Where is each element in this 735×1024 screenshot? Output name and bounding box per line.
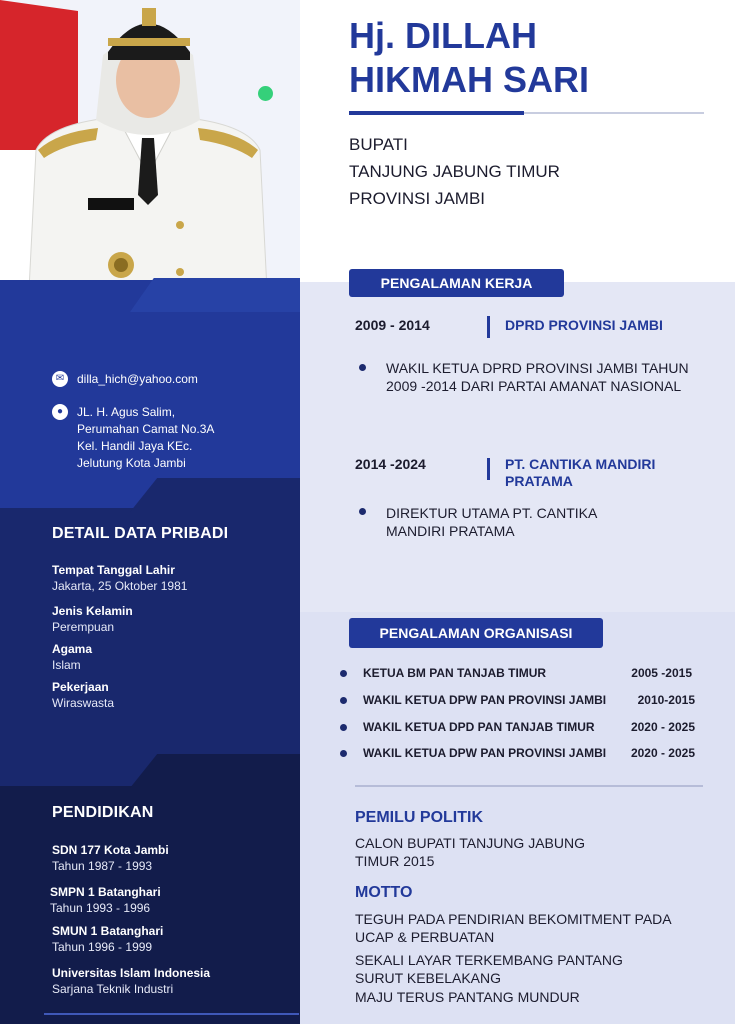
profile-name: Hj. DILLAH HIKMAH SARI bbox=[349, 15, 589, 100]
divider bbox=[355, 785, 703, 787]
school-name: SMPN 1 Batanghari bbox=[50, 885, 161, 899]
school-years: Sarjana Teknik Industri bbox=[52, 982, 174, 996]
bullet-icon bbox=[359, 508, 366, 515]
bullet-icon bbox=[340, 750, 347, 757]
motto-line: MAJU TERUS PANTANG MUNDUR bbox=[355, 989, 580, 1005]
organization-role: WAKIL KETUA DPW PAN PROVINSI JAMBI bbox=[363, 746, 607, 760]
school-name: SDN 177 Kota Jambi bbox=[52, 843, 169, 857]
motto-line: SEKALI LAYAR TERKEMBANG PANTANG SURUT KEBELAKANG bbox=[355, 952, 623, 986]
personal-item bbox=[52, 641, 92, 673]
personal-label: Jenis Kelamin bbox=[52, 604, 133, 618]
organization-role: KETUA BM PAN TANJAB TIMUR bbox=[363, 666, 547, 680]
school-years: Tahun 1996 - 1999 bbox=[52, 940, 153, 954]
education-section-title: PENDIDIKAN bbox=[52, 804, 154, 821]
email-text: dilla_hich@yahoo.com bbox=[77, 372, 198, 386]
profile-photo bbox=[0, 0, 300, 310]
job-divider bbox=[487, 458, 490, 480]
personal-value: Jakarta, 25 Oktober 1981 bbox=[52, 579, 188, 593]
personal-label: Agama bbox=[52, 642, 93, 656]
personal-value: Islam bbox=[52, 658, 81, 672]
organization-item bbox=[340, 746, 700, 764]
personal-section-title: DETAIL DATA PRIBADI bbox=[52, 525, 229, 542]
bullet-icon bbox=[340, 724, 347, 731]
personal-item bbox=[52, 562, 187, 594]
name-underline-thin bbox=[524, 112, 704, 114]
education-item bbox=[52, 842, 169, 874]
election-text: CALON BUPATI TANJUNG JABUNG TIMUR 2015 bbox=[355, 835, 585, 869]
organization-item bbox=[340, 693, 700, 711]
job-description: DIREKTUR UTAMA PT. CANTIKA MANDIRI PRATAMA bbox=[386, 505, 597, 539]
role-line: BUPATI bbox=[349, 135, 408, 154]
name-underline bbox=[349, 111, 524, 115]
organization-item bbox=[340, 666, 700, 684]
job-period: 2014 -2024 bbox=[355, 456, 426, 472]
organization-role: WAKIL KETUA DPD PAN TANJAB TIMUR bbox=[363, 720, 595, 734]
green-dot-decoration bbox=[258, 86, 273, 101]
bullet-icon bbox=[340, 697, 347, 704]
organization-years: 2005 -2015 bbox=[631, 666, 692, 680]
personal-panel bbox=[0, 508, 300, 788]
organization-section-title: PENGALAMAN ORGANISASI bbox=[349, 618, 603, 648]
education-item bbox=[52, 965, 210, 997]
job-divider bbox=[487, 316, 490, 338]
organization-item bbox=[340, 720, 700, 738]
organization-role: WAKIL KETUA DPW PAN PROVINSI JAMBI bbox=[363, 693, 607, 707]
job-description: WAKIL KETUA DPRD PROVINSI JAMBI TAHUN 2009 -2014 DARI PARTAI AMANAT NASIONAL bbox=[386, 360, 689, 394]
personal-item bbox=[52, 603, 133, 635]
job-organization: DPRD PROVINSI JAMBI bbox=[505, 317, 663, 333]
school-name: SMUN 1 Batanghari bbox=[52, 924, 164, 938]
school-name: Universitas Islam Indonesia bbox=[52, 966, 211, 980]
work-section-title: PENGALAMAN KERJA bbox=[349, 269, 564, 297]
organization-years: 2020 - 2025 bbox=[630, 720, 695, 734]
bullet-icon bbox=[359, 364, 366, 371]
divider bbox=[44, 1013, 299, 1015]
personal-item bbox=[52, 679, 114, 711]
personal-label: Pekerjaan bbox=[52, 680, 109, 694]
panel-tab-decoration bbox=[130, 278, 300, 312]
person-portrait-illustration bbox=[18, 0, 278, 310]
role-line: PROVINSI JAMBI bbox=[349, 189, 486, 208]
motto-line: TEGUH PADA PENDIRIAN BEKOMITMENT PADA UCAP & PERBUATAN bbox=[355, 911, 671, 945]
personal-label: Tempat Tanggal Lahir bbox=[52, 563, 175, 577]
panel-tab-decoration bbox=[130, 754, 300, 788]
contact-email[interactable] bbox=[52, 371, 198, 388]
personal-value: Wiraswasta bbox=[52, 696, 115, 710]
school-years: Tahun 1987 - 1993 bbox=[52, 859, 153, 873]
role-line: TANJUNG JABUNG TIMUR bbox=[349, 162, 560, 181]
education-item bbox=[50, 884, 161, 916]
contact-panel bbox=[0, 280, 300, 510]
bullet-icon bbox=[340, 670, 347, 677]
panel-tab-decoration bbox=[130, 478, 300, 512]
motto-section-title: MOTTO bbox=[355, 884, 413, 901]
address-text: JL. H. Agus Salim, Perumahan Camat No.3A Kel. Handil Jaya KEc. Jelutung Kota Jambi bbox=[77, 405, 215, 470]
organization-years: 2020 - 2025 bbox=[630, 746, 695, 760]
school-years: Tahun 1993 - 1996 bbox=[50, 901, 151, 915]
location-pin-icon: ● bbox=[52, 404, 68, 420]
contact-address bbox=[52, 404, 214, 472]
election-section-title: PEMILU POLITIK bbox=[355, 809, 483, 826]
job-organization: PT. CANTIKA MANDIRI PRATAMA bbox=[505, 456, 656, 489]
education-item bbox=[52, 923, 163, 955]
organization-years: 2010-2015 bbox=[637, 693, 695, 707]
mail-icon: ✉ bbox=[52, 371, 68, 387]
personal-value: Perempuan bbox=[52, 620, 115, 634]
job-period: 2009 - 2014 bbox=[355, 317, 430, 333]
